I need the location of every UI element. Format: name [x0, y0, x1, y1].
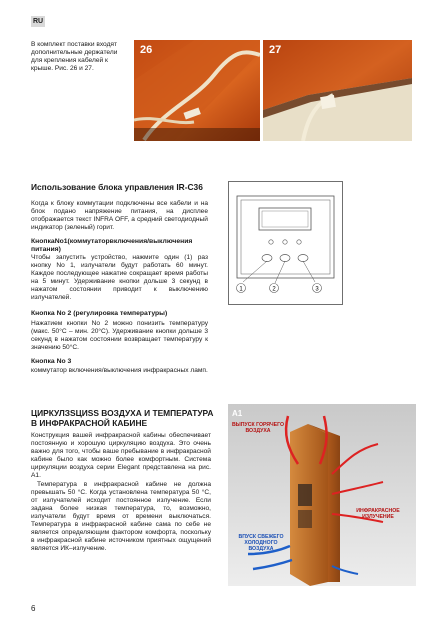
control-panel-figure	[228, 181, 343, 305]
figure-a1	[228, 404, 416, 586]
photo-27	[263, 40, 412, 141]
photo-number: 27	[269, 44, 282, 56]
fresh-air-label: ВПУСК СВЕЖЕГО ХОЛОДНОГО ВОЗДУХА	[238, 534, 284, 552]
hot-air-label: ВЫПУСК ГОРЯЧЕГО ВОЗДУХА	[231, 422, 285, 434]
callout-3: 3	[315, 286, 319, 293]
button2-text: Нажатием кнопки No 2 можно понизить температуру (макс. 50°C – мин. 20°C). Удерживание кнопки дольше 3 секунд в нажатом состоянии возвращает температуру к значению 50°C.	[31, 320, 208, 352]
section-intro: Когда к блоку коммутации подключены все кабели и на блок подано напряжение питания, на дисплее отображается текст INFRA OFF, а средний светодиодный индикатор (зеленый) горит.	[31, 200, 208, 232]
page-number: 6	[31, 604, 36, 613]
air-section-title: ЦИРКУЛЗSЦИSS ВОЗДУХА И ТЕМПЕРАТУРА В ИНФРАКРАСНОЙ КАБИНЕ	[31, 408, 214, 428]
intro-text: В комплект поставки входят дополнительные держатели для крепления кабелей к крыше. Рис. 26 и 27.	[31, 41, 118, 73]
button3-text: коммутатор включения/выключения инфракрасных ламп.	[31, 367, 208, 374]
button1-title: КнопкаNo1(коммутаторвключения/выключения питания)	[31, 238, 193, 254]
photo-number: 26	[140, 44, 153, 56]
air-section-text	[31, 432, 211, 553]
button2-title: Кнопка No 2 (регулировка температуры)	[31, 310, 168, 317]
ir-radiation-label: ИНФРАКРАСНОЕ ИЗЛУЧЕНИЕ	[356, 508, 400, 520]
callout-1: 1	[239, 286, 243, 293]
photo-26-image	[134, 40, 260, 141]
button3-title: Кнопка No 3	[31, 358, 72, 365]
language-badge: RU	[32, 18, 44, 25]
figure-label: A1	[232, 409, 243, 418]
photo-26	[134, 40, 260, 141]
section-title: Использование блока управления IR-C36	[31, 182, 203, 192]
callout-2: 2	[272, 286, 276, 293]
button1-text: Чтобы запустить устройство, нажмите один (1) раз кнопку No 1, излучатели будут работать 60 минут. Каждое последующее нажатие сокращает время работы на 5 минут. Удерживание кнопки дольше 3 секунд в нажатом состоянии приводит к выключению излучателей.	[31, 254, 208, 302]
air-paragraph-1: Конструкция вашей инфракрасной кабины обеспечивает постоянную и хорошую циркуляцию воздуха. Это очень важно для того, чтобы ваше пребывание в инфракрасной кабине было как можно более комфортным. Система циркуляции воздуха серии Elegant представлена на рис. A1.	[31, 432, 211, 480]
photo-27-image	[263, 40, 412, 141]
control-panel-drawing	[229, 182, 342, 304]
air-paragraph-2: Температура в инфракрасной кабине не должна превышать 50 °C. Когда установлена температура 50 °C, от излучателей исходит постоянное излучение. Если задана более низкая температура, то, возможно, излучатели будут время от времени выключаться. Температура в инфракрасной кабине сама по себе не является определяющим фактором комфорта, поскольку в инфракрасной кабине источником приятных ощущений является ИК–излучение.	[31, 480, 211, 553]
